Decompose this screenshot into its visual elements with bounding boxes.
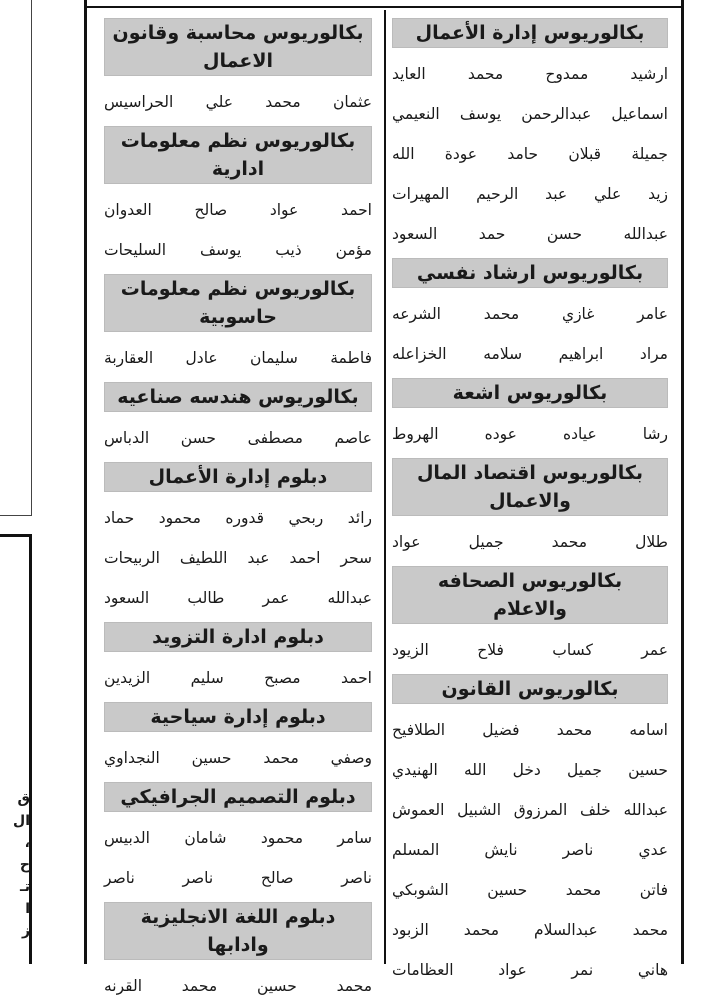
- fragment-line: ال: [13, 813, 30, 829]
- fragment-line: ا: [25, 901, 30, 917]
- adjacent-article-text-fragment: [0, 788, 30, 942]
- fragment-line: ح: [19, 857, 30, 873]
- graduate-name: حسين جميل دخل الله الهنيدي: [392, 761, 668, 779]
- graduate-name: عمر كساب فلاح الزيود: [392, 641, 668, 659]
- graduate-name: احمد مصبح سليم الزيدين: [104, 669, 372, 687]
- adjacent-article-box-top: [0, 0, 32, 516]
- fragment-line: ،: [24, 835, 30, 851]
- graduate-name: عامر غازي محمد الشرعه: [392, 305, 668, 323]
- section-header: بكالوريوس القانون: [392, 674, 668, 704]
- section-header: بكالوريوس إدارة الأعمال: [392, 18, 668, 48]
- column-divider: [384, 10, 386, 964]
- graduate-name: مراد ابراهيم سلامه الخزاعله: [392, 345, 668, 363]
- graduate-name: طلال محمد جميل عواد: [392, 533, 668, 551]
- left-column: [104, 14, 372, 1006]
- right-column: [392, 14, 668, 990]
- graduate-name: جميلة قبلان حامد عودة الله: [392, 145, 668, 163]
- graduate-name: اسماعيل عبدالرحمن يوسف النعيمي: [392, 105, 668, 123]
- graduate-name: هاني نمر عواد العظامات: [392, 961, 668, 979]
- section-header: دبلوم اللغة الانجليزية وادابها: [104, 902, 372, 960]
- section-header: بكالوريوس الصحافه والاعلام: [392, 566, 668, 624]
- section-header: بكالوريوس اشعة: [392, 378, 668, 408]
- section-header: دبلوم إدارة سياحية: [104, 702, 372, 732]
- graduate-name: ارشيد ممدوح محمد العايد: [392, 65, 668, 83]
- top-rule: [84, 0, 684, 8]
- graduate-name: محمد عبدالسلام محمد الزبود: [392, 921, 668, 939]
- graduate-name: اسامه محمد فضيل الطلافيح: [392, 721, 668, 739]
- graduate-name: عبدالله خلف المرزوق الشبيل العموش: [392, 801, 668, 819]
- graduate-name: عدي ناصر نايش المسلم: [392, 841, 668, 859]
- graduate-name: وصفي محمد حسين النجداوي: [104, 749, 372, 767]
- section-header: بكالوريوس نظم معلومات ادارية: [104, 126, 372, 184]
- section-header: دبلوم ادارة التزويد: [104, 622, 372, 652]
- section-header: بكالوريوس نظم معلومات حاسوبية: [104, 274, 372, 332]
- graduate-name: سحر احمد عبد اللطيف الربيحات: [104, 549, 372, 567]
- section-header: بكالوريوس ارشاد نفسي: [392, 258, 668, 288]
- graduate-name: زيد علي عبد الرحيم المهيرات: [392, 185, 668, 203]
- fragment-line: ق: [17, 791, 30, 807]
- graduate-name: ناصر صالح ناصر ناصر: [104, 869, 372, 887]
- graduate-name: عاصم مصطفى حسن الدباس: [104, 429, 372, 447]
- graduate-name: عبدالله عمر طالب السعود: [104, 589, 372, 607]
- graduate-name: عثمان محمد علي الحراسيس: [104, 93, 372, 111]
- fragment-line: ز: [21, 923, 30, 939]
- fragment-line: تـ: [19, 879, 30, 895]
- graduate-name: محمد حسين محمد القرنه: [104, 977, 372, 995]
- graduate-name: احمد عواد صالح العدوان: [104, 201, 372, 219]
- section-header: دبلوم التصميم الجرافيكي: [104, 782, 372, 812]
- graduate-name: مؤمن ذيب يوسف السليحات: [104, 241, 372, 259]
- graduate-name: فاتن محمد حسين الشوبكي: [392, 881, 668, 899]
- graduate-name: عبدالله حسن حمد السعود: [392, 225, 668, 243]
- graduate-name: رشا عياده عوده الهروط: [392, 425, 668, 443]
- section-header: بكالوريوس محاسبة وقانون الاعمال: [104, 18, 372, 76]
- section-header: بكالوريوس اقتصاد المال والاعمال: [392, 458, 668, 516]
- section-header: دبلوم إدارة الأعمال: [104, 462, 372, 492]
- section-header: بكالوريوس هندسه صناعيه: [104, 382, 372, 412]
- graduate-name: رائد ربحي قدوره محمود حماد: [104, 509, 372, 527]
- graduate-name: فاطمة سليمان عادل العقاربة: [104, 349, 372, 367]
- graduate-name: سامر محمود شامان الدبيس: [104, 829, 372, 847]
